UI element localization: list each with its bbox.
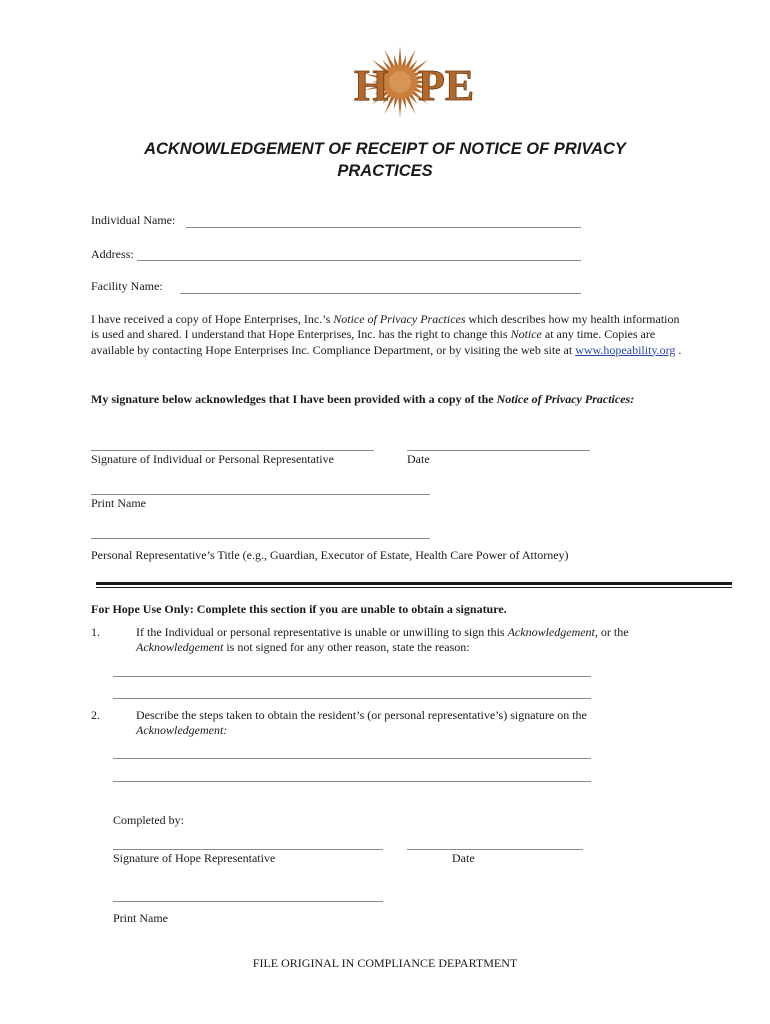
item-1-number: 1. [91, 625, 100, 639]
section-divider [96, 582, 732, 585]
steps-field-line-2[interactable] [113, 781, 591, 782]
individual-date-field[interactable] [407, 450, 590, 451]
form-title [0, 138, 770, 182]
item-2-number: 2. [91, 708, 100, 722]
hopeability-link[interactable]: www.hopeability.org [575, 342, 676, 357]
steps-field-line-1[interactable] [113, 758, 591, 759]
logo-letter-h: H [354, 61, 389, 110]
individual-name-field[interactable] [186, 227, 581, 228]
signature-label: Signature of Individual or Personal Representative [91, 452, 334, 466]
individual-name-label: Individual Name: [91, 213, 176, 227]
reason-field-line-2[interactable] [113, 698, 591, 699]
address-field[interactable] [137, 260, 581, 261]
title-line-1: ACKNOWLEDGEMENT OF RECEIPT OF NOTICE OF PRIVACY [144, 140, 626, 158]
facility-name-label: Facility Name: [91, 279, 163, 293]
hope-signature-field[interactable] [113, 849, 383, 850]
print-name-label: Print Name [91, 496, 146, 510]
hope-signature-label: Signature of Hope Representative [113, 851, 276, 865]
acknowledgement-statement: My signature below acknowledges that I have been provided with a copy of the Notice of Privacy Practices: [91, 392, 635, 406]
hope-date-field[interactable] [407, 849, 583, 850]
facility-name-field[interactable] [180, 293, 581, 294]
hope-print-name-field[interactable] [113, 901, 383, 902]
hope-use-heading: For Hope Use Only: Complete this section if you are unable to obtain a signature. [91, 602, 507, 616]
address-label: Address: [91, 247, 134, 261]
hope-print-name-label: Print Name [113, 911, 168, 925]
item-2-text: Describe the steps taken to obtain the resident’s (or personal representative’s) signature on the Acknowledgement: [136, 708, 587, 738]
print-name-field[interactable] [91, 494, 430, 495]
representative-title-field[interactable] [91, 538, 430, 539]
sun-burst-logo-icon [336, 44, 475, 120]
section-divider-thin [96, 587, 732, 588]
completed-by-label: Completed by: [113, 813, 184, 827]
logo-letters-pe: PE [418, 61, 475, 110]
date-label: Date [407, 452, 430, 466]
hope-date-label: Date [452, 851, 475, 865]
representative-title-label: Personal Representative’s Title (e.g., Guardian, Executor of Estate, Health Care Power of Attorney) [91, 548, 569, 562]
privacy-notice-paragraph: I have received a copy of Hope Enterprises, Inc.’s Notice of Privacy Practices which describes how my health information is used and shared. I understand that Hope Enterprises, Inc. has the right to change this Notice at any time. Copies are available by contacting Hope Enterprises Inc. Compliance Department, or by visiting the web site at www.hopeability.org . [91, 312, 682, 357]
item-1-text: If the Individual or personal representative is unable or unwilling to sign this Acknowledgement, or the Acknowledgement is not signed for any other reason, state the reason: [136, 625, 629, 655]
reason-field-line-1[interactable] [113, 676, 591, 677]
individual-signature-field[interactable] [91, 450, 374, 451]
title-line-2: PRACTICES [337, 162, 433, 180]
hope-logo [336, 44, 475, 120]
footer-note: FILE ORIGINAL IN COMPLIANCE DEPARTMENT [252, 956, 518, 970]
